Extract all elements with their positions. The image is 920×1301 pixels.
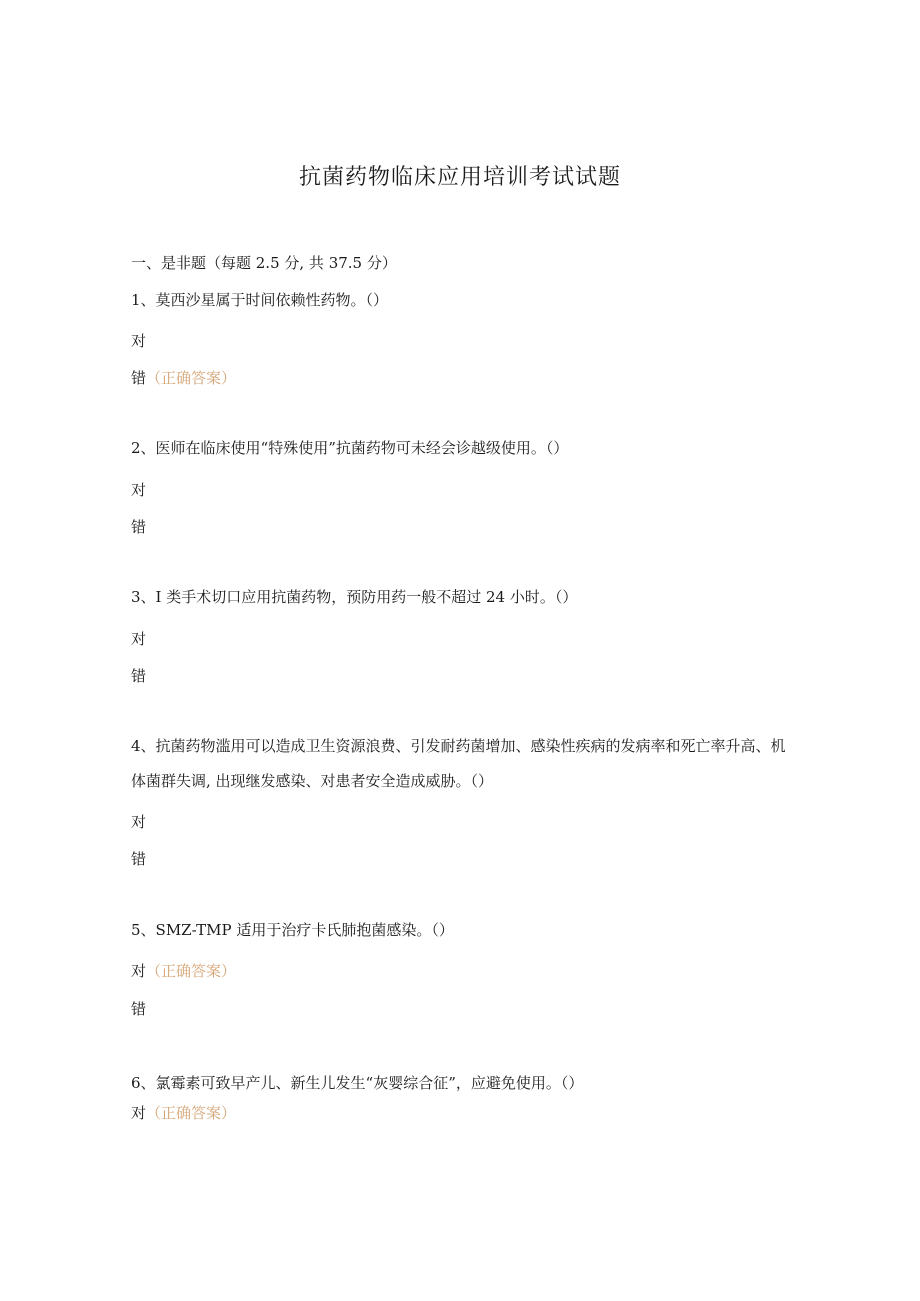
question-1: 1、莫西沙星属于时间依赖性药物。（） (131, 291, 389, 309)
option-label: 对 (131, 332, 147, 350)
page-title: 抗菌药物临床应用培训考试试题 (298, 165, 621, 190)
correct-answer-tag: （正确答案） (146, 962, 237, 980)
q3-option-true[interactable] (131, 629, 146, 649)
question-4: 4、抗菌药物滥用可以造成卫生资源浪费、引发耐药菌增加、感染性疾病的发病率和死亡率升高、机体菌群失调, 出现继发感染、对患者安全造成威胁。（） (131, 737, 786, 790)
q2-option-false[interactable] (131, 517, 146, 537)
option-label: 错 (131, 518, 147, 536)
option-label: 对 (131, 481, 147, 499)
option-label: 对 (131, 962, 147, 980)
option-label: 错 (131, 1000, 147, 1018)
q4-option-true[interactable] (131, 812, 146, 832)
option-label: 错 (131, 850, 147, 868)
option-label: 对 (131, 813, 147, 831)
option-label: 错 (131, 369, 147, 387)
correct-answer-tag: （正确答案） (146, 1104, 237, 1122)
q1-option-true[interactable] (131, 331, 146, 351)
q2-option-true[interactable] (131, 480, 146, 500)
q1-option-false[interactable] (131, 368, 236, 388)
correct-answer-tag: （正确答案） (146, 369, 237, 387)
q3-option-false[interactable] (131, 666, 146, 686)
option-label: 对 (131, 1104, 147, 1122)
q5-option-false[interactable] (131, 999, 146, 1019)
section-header: 一、是非题（每题 2.5 分, 共 37.5 分） (131, 254, 397, 272)
option-label: 对 (131, 630, 147, 648)
question-6: 6、氯霉素可致早产儿、新生儿发生“灰婴综合征”，应避免使用。（） (131, 1074, 584, 1092)
q5-option-true[interactable] (131, 961, 236, 981)
q6-option-true[interactable] (131, 1103, 236, 1123)
option-label: 错 (131, 667, 147, 685)
q4-option-false[interactable] (131, 849, 146, 869)
question-5: 5、SMZ-TMP 适用于治疗卡氏肺抱菌感染。（） (131, 921, 454, 939)
question-3: 3、I 类手术切口应用抗菌药物，预防用药一般不超过 24 小时。（） (131, 588, 578, 606)
question-2: 2、医师在临床使用“特殊使用”抗菌药物可未经会诊越级使用。（） (131, 439, 569, 457)
